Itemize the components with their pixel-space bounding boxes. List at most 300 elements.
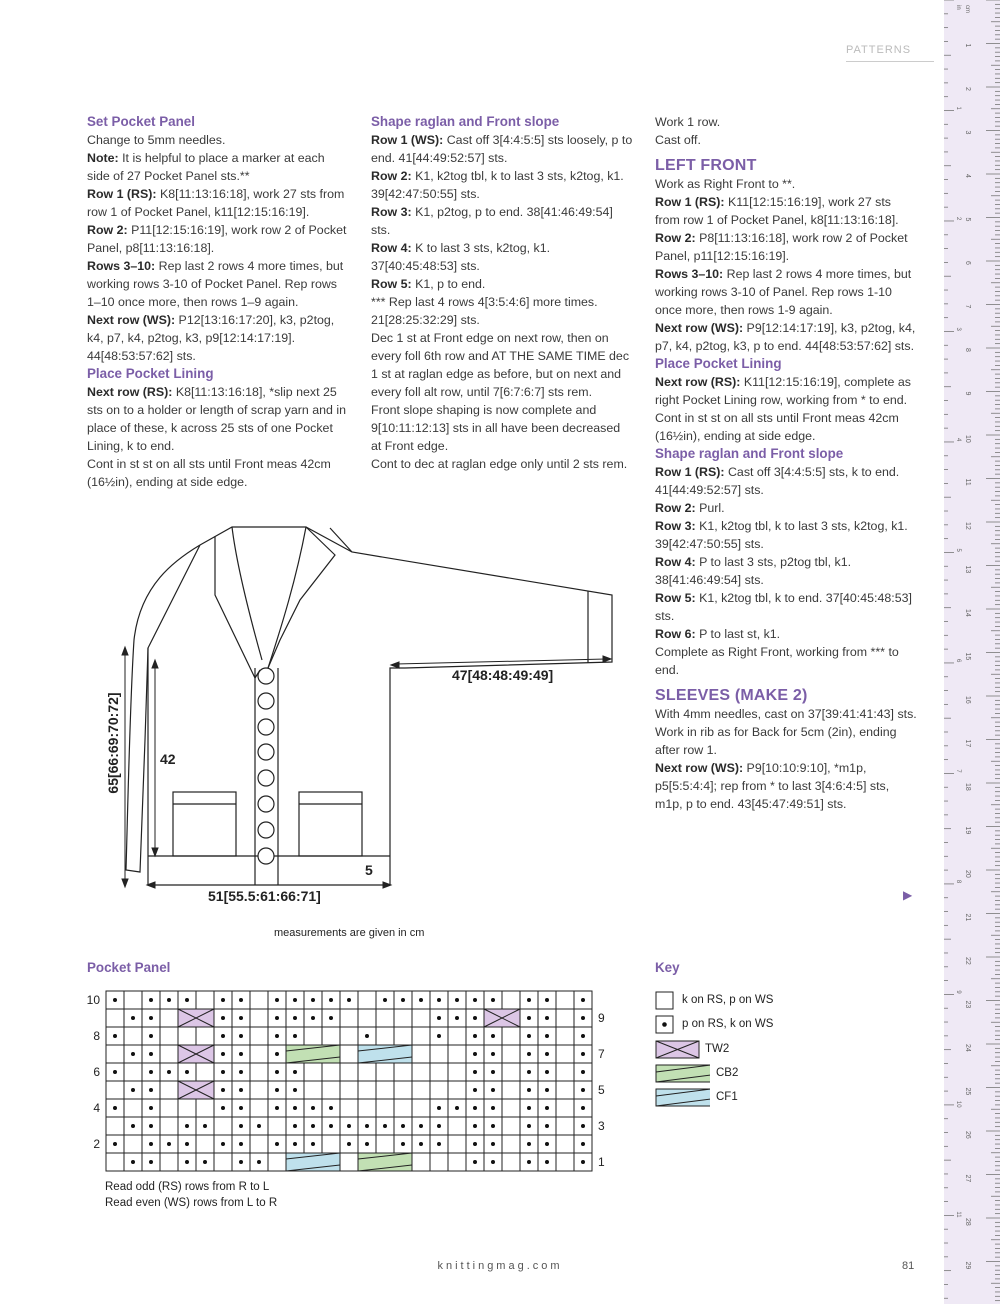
text: Cast off 3[4:4:5:5] sts loosely, p to end. 41[44:49:52:57] sts. xyxy=(371,133,633,165)
purl-dot xyxy=(473,1034,477,1038)
paragraph: *** Rep last 4 rows 4[3:5:4:6] more times. 21[28:25:32:29] sts. xyxy=(371,295,598,327)
paragraph: Front slope shaping is now complete and 9[10:11:12:13] sts in all have been decreased at Front edge. xyxy=(371,403,621,453)
collar-shawl-2 xyxy=(268,527,306,668)
purl-dot xyxy=(527,1124,531,1128)
chart-cell xyxy=(322,1081,340,1099)
paragraph xyxy=(655,463,917,499)
body-outline xyxy=(148,528,612,885)
purl-dot xyxy=(527,998,531,1002)
label: Next row (RS): xyxy=(87,385,173,399)
body-measurement: 42 xyxy=(160,751,176,767)
chart-cell xyxy=(124,1063,142,1081)
purl-dot xyxy=(239,1088,243,1092)
purl-dot xyxy=(311,998,315,1002)
purl-dot xyxy=(491,1142,495,1146)
purl-dot xyxy=(383,1124,387,1128)
purl-dot xyxy=(437,1106,441,1110)
purl-dot xyxy=(149,1070,153,1074)
label: Row 4: xyxy=(371,241,412,255)
chart-cell xyxy=(340,1063,358,1081)
chart-cell xyxy=(430,1153,448,1171)
chart-cell xyxy=(304,1063,322,1081)
text: P12[13:16:17:20], k3, p2tog, k4, p7, k4, p2tog, k3, p9[12:14:17:19]. 44[48:53:57:62] sts. xyxy=(87,313,335,363)
chart-cell xyxy=(160,1117,178,1135)
chart-cell xyxy=(340,1045,358,1063)
purl-dot xyxy=(473,1106,477,1110)
paragraph xyxy=(655,553,917,589)
ruler-inch-number: 4 xyxy=(955,437,961,442)
purl-dot xyxy=(311,1124,315,1128)
chart-note-odd: Read odd (RS) rows from R to L xyxy=(105,1181,270,1193)
text: P to last st, k1. xyxy=(695,627,781,641)
ruler-cm-number: 3 xyxy=(964,130,971,135)
chart-cell xyxy=(502,1081,520,1099)
pocket-right xyxy=(299,792,362,856)
chart-cell xyxy=(250,1081,268,1099)
paragraph xyxy=(655,319,917,355)
ruler-inch-number: 5 xyxy=(955,548,961,552)
text: It is helpful to place a marker at each side of 27 Pocket Panel sts.** xyxy=(87,151,325,183)
button xyxy=(258,719,274,735)
purl-dot xyxy=(131,1088,135,1092)
chart-cell xyxy=(394,1099,412,1117)
chart-cell xyxy=(106,1009,124,1027)
paragraph xyxy=(87,257,349,311)
chart-cell xyxy=(268,1117,286,1135)
purl-dot xyxy=(293,1034,297,1038)
heading-shape-raglan: Shape raglan and Front slope xyxy=(655,446,844,461)
purl-dot xyxy=(473,1124,477,1128)
key-title: Key xyxy=(655,960,680,975)
chart-cell xyxy=(340,1153,358,1171)
chart-cell xyxy=(250,1135,268,1153)
chart-cell xyxy=(340,1009,358,1027)
chart-row-number: 2 xyxy=(93,1137,100,1151)
label: Row 2: xyxy=(371,169,412,183)
purl-dot xyxy=(311,1106,315,1110)
purl-dot xyxy=(473,1142,477,1146)
label: Rows 3–10: xyxy=(87,259,156,273)
paragraph: Change to 5mm needles. xyxy=(87,133,226,147)
purl-dot xyxy=(131,1160,135,1164)
chart-cell xyxy=(556,1063,574,1081)
purl-dot xyxy=(545,1088,549,1092)
purl-dot xyxy=(527,1052,531,1056)
ruler-unit-label: in xyxy=(955,5,961,10)
purl-dot xyxy=(239,1052,243,1056)
purl-dot xyxy=(527,1016,531,1020)
pocket-left xyxy=(173,792,236,856)
purl-dot xyxy=(293,1088,297,1092)
chart-cell xyxy=(556,991,574,1009)
ruler-cm-number: 12 xyxy=(964,522,971,530)
purl-dot xyxy=(329,1124,333,1128)
purl-dot xyxy=(581,1124,585,1128)
label: Row 1 (RS): xyxy=(87,187,157,201)
purl-dot xyxy=(131,1016,135,1020)
chart-cell xyxy=(196,1027,214,1045)
paragraph xyxy=(655,499,917,517)
ruler-ticks xyxy=(944,0,1000,1304)
chart-cell xyxy=(304,1081,322,1099)
paragraph xyxy=(87,221,349,257)
paragraph xyxy=(371,167,633,203)
text: K1, p2tog, p to end. 38[41:46:49:54] sts. xyxy=(371,205,613,237)
button xyxy=(258,668,274,684)
purl-dot xyxy=(545,998,549,1002)
label: Row 5: xyxy=(371,277,412,291)
label: Row 1 (RS): xyxy=(655,195,725,209)
purl-dot xyxy=(275,1034,279,1038)
purl-dot xyxy=(455,998,459,1002)
purl-dot xyxy=(149,1052,153,1056)
label: Row 1 (RS): xyxy=(655,465,725,479)
purl-dot xyxy=(383,998,387,1002)
chart-cell xyxy=(412,1081,430,1099)
text: Cast off 3[4:4:5:5] sts, k to end. 41[44:49:52:57] sts. xyxy=(655,465,900,497)
column-3 xyxy=(655,113,917,813)
ruler-cm-number: 8 xyxy=(964,348,971,352)
paragraph xyxy=(655,193,917,229)
ruler-inch-number: 10 xyxy=(955,1100,961,1108)
column-1 xyxy=(87,113,349,491)
purl-dot xyxy=(275,1088,279,1092)
paragraph xyxy=(655,517,917,553)
purl-dot xyxy=(491,998,495,1002)
purl-dot xyxy=(491,1070,495,1074)
ruler-cm-number: 24 xyxy=(964,1044,971,1052)
ruler-inch-number: 1 xyxy=(955,106,961,110)
chart-cell xyxy=(556,1045,574,1063)
purl-dot xyxy=(149,1124,153,1128)
page-number: 81 xyxy=(902,1260,915,1272)
chart-cell xyxy=(556,1099,574,1117)
purl-dot xyxy=(491,1088,495,1092)
purl-dot xyxy=(473,1052,477,1056)
chart-cell xyxy=(394,1027,412,1045)
purl-dot xyxy=(365,1142,369,1146)
purl-dot xyxy=(239,1070,243,1074)
chart-cell xyxy=(502,1045,520,1063)
chart-cell xyxy=(124,1027,142,1045)
purl-dot xyxy=(311,1016,315,1020)
purl-dot xyxy=(149,1034,153,1038)
purl-dot xyxy=(185,1124,189,1128)
purl-dot xyxy=(545,1070,549,1074)
chart-cell xyxy=(502,991,520,1009)
purl-dot xyxy=(581,1160,585,1164)
chart-cell xyxy=(556,1027,574,1045)
purl-dot xyxy=(221,1070,225,1074)
chart-cell xyxy=(448,1027,466,1045)
chart-cell xyxy=(556,1135,574,1153)
pocket-panel-chart xyxy=(80,985,620,1185)
button xyxy=(258,848,274,864)
chart-cell xyxy=(358,991,376,1009)
measuring-ruler xyxy=(944,0,1000,1304)
paragraph xyxy=(655,589,917,625)
purl-dot xyxy=(473,1016,477,1020)
ruler-inch-number: 9 xyxy=(955,990,961,994)
paragraph: Work 1 row. xyxy=(655,115,721,129)
label: Row 3: xyxy=(655,519,696,533)
rib-measurement: 5 xyxy=(365,862,373,878)
chart-cell xyxy=(448,1117,466,1135)
chart-cell xyxy=(502,1153,520,1171)
purl-dot xyxy=(455,1016,459,1020)
purl-dot xyxy=(293,998,297,1002)
column-2 xyxy=(371,113,633,473)
purl-dot xyxy=(221,998,225,1002)
chart-cell xyxy=(124,991,142,1009)
key-label: CB2 xyxy=(716,1067,739,1079)
chart-cell xyxy=(376,1027,394,1045)
chart-cell xyxy=(340,1099,358,1117)
ruler-unit-label: cm xyxy=(964,5,970,13)
chart-cell xyxy=(214,1153,232,1171)
purl-dot xyxy=(527,1070,531,1074)
purl-dot xyxy=(347,1142,351,1146)
purl-dot xyxy=(329,1106,333,1110)
ruler-cm-number: 4 xyxy=(964,174,971,178)
purl-dot xyxy=(365,1034,369,1038)
purl-dot xyxy=(131,1052,135,1056)
purl-dot xyxy=(329,998,333,1002)
button xyxy=(258,796,274,812)
paragraph xyxy=(655,373,917,409)
chart-cell xyxy=(394,1081,412,1099)
chart-cell xyxy=(250,1099,268,1117)
ruler-cm-number: 22 xyxy=(964,957,971,965)
ruler-cm-number: 1 xyxy=(964,43,971,48)
ruler-cm-number: 17 xyxy=(964,739,971,748)
ruler-cm-number: 19 xyxy=(964,826,971,835)
key-purl-dot xyxy=(662,1022,667,1027)
key-knit-swatch xyxy=(656,992,673,1009)
footer-site: knittingmag.com xyxy=(437,1260,563,1272)
chart-cell xyxy=(394,1009,412,1027)
continue-arrow-icon: ▶ xyxy=(903,888,913,902)
text: P9[10:10:9:10], *m1p, p5[5:5:4:4]; rep from * to last 3[4:6:4:5] sts, m1p, p to end. 43[45:47:49:51] sts. xyxy=(655,761,890,811)
purl-dot xyxy=(437,1142,441,1146)
ruler-inch-number: 11 xyxy=(955,1211,961,1218)
purl-dot xyxy=(473,998,477,1002)
purl-dot xyxy=(419,1142,423,1146)
purl-dot xyxy=(293,1106,297,1110)
label: Row 4: xyxy=(655,555,696,569)
chart-cell xyxy=(268,1153,286,1171)
paragraph xyxy=(655,625,917,643)
key-label: CF1 xyxy=(716,1091,738,1103)
chart-cell xyxy=(448,1135,466,1153)
purl-dot xyxy=(167,1070,171,1074)
purl-dot xyxy=(293,1124,297,1128)
purl-dot xyxy=(221,1034,225,1038)
chart-cell xyxy=(412,1099,430,1117)
chart-title: Pocket Panel xyxy=(87,960,171,975)
paragraph xyxy=(87,311,349,365)
ruler-cm-number: 18 xyxy=(964,783,971,791)
purl-dot xyxy=(149,1016,153,1020)
paragraph xyxy=(87,383,349,455)
ruler-cm-number: 16 xyxy=(964,696,971,704)
purl-dot xyxy=(275,1142,279,1146)
chart-cell xyxy=(196,1099,214,1117)
purl-dot xyxy=(527,1160,531,1164)
collar-outline xyxy=(200,527,352,552)
label: Row 3: xyxy=(371,205,412,219)
paragraph: Work in rib as for Back for 5cm (2in), ending after row 1. xyxy=(655,725,897,757)
label: Note: xyxy=(87,151,119,165)
chart-cell xyxy=(106,1045,124,1063)
purl-dot xyxy=(275,1106,279,1110)
chart-cell xyxy=(556,1153,574,1171)
text: K1, k2tog tbl, k to end. 37[40:45:48:53] sts. xyxy=(655,591,912,623)
purl-dot xyxy=(167,1142,171,1146)
purl-dot xyxy=(113,1106,117,1110)
key-label: p on RS, k on WS xyxy=(682,1018,774,1030)
diagram-caption: measurements are given in cm xyxy=(274,927,425,939)
label: Row 1 (WS): xyxy=(371,133,444,147)
chart-row-number: 8 xyxy=(93,1029,100,1043)
purl-dot xyxy=(221,1052,225,1056)
chart-cell xyxy=(340,1027,358,1045)
label: Row 5: xyxy=(655,591,696,605)
purl-dot xyxy=(527,1106,531,1110)
chart-cell xyxy=(556,1117,574,1135)
chart-cell xyxy=(502,1135,520,1153)
heading-set-pocket-panel: Set Pocket Panel xyxy=(87,114,195,129)
purl-dot xyxy=(239,998,243,1002)
chart-cell xyxy=(376,1099,394,1117)
paragraph: Cast off. xyxy=(655,133,701,147)
purl-dot xyxy=(419,1124,423,1128)
purl-dot xyxy=(491,1106,495,1110)
ruler-cm-number: 11 xyxy=(964,478,971,486)
paragraph: Cont in st st on all sts until Front meas 42cm (16½in), ending at side edge. xyxy=(87,457,331,489)
purl-dot xyxy=(293,1070,297,1074)
heading-place-pocket-lining: Place Pocket Lining xyxy=(87,366,214,381)
purl-dot xyxy=(365,1124,369,1128)
purl-dot xyxy=(401,998,405,1002)
paragraph: Dec 1 st at Front edge on next row, then on every foll 6th row and AT THE SAME TIME dec 1 st at raglan edge as before, but on next and every foll alt row, until 7[6:7:6:7] sts rem. xyxy=(371,331,630,399)
label: Row 2: xyxy=(655,501,696,515)
purl-dot xyxy=(437,1124,441,1128)
purl-dot xyxy=(239,1160,243,1164)
purl-dot xyxy=(347,998,351,1002)
ruler-cm-number: 23 xyxy=(964,1000,971,1009)
header-rule xyxy=(846,61,934,62)
ruler-cm-number: 25 xyxy=(964,1087,971,1096)
purl-dot xyxy=(149,1088,153,1092)
purl-dot xyxy=(437,1016,441,1020)
purl-dot xyxy=(545,1160,549,1164)
button xyxy=(258,693,274,709)
purl-dot xyxy=(203,1124,207,1128)
purl-dot xyxy=(239,1124,243,1128)
purl-dot xyxy=(545,1142,549,1146)
chart-cell xyxy=(412,1045,430,1063)
ruler-cm-number: 7 xyxy=(964,304,971,309)
chart-row-number: 6 xyxy=(93,1065,100,1079)
text: P9[12:14:17:19], k3, p2tog, k4, p7, k4, p2tog, k3, p to end. 44[48:53:57:62] sts. xyxy=(655,321,916,353)
paragraph: Cont to dec at raglan edge only until 2 sts rem. xyxy=(371,457,628,471)
paragraph: With 4mm needles, cast on 37[39:41:41:43] sts. xyxy=(655,707,917,721)
purl-dot xyxy=(527,1142,531,1146)
chart-cell xyxy=(412,1009,430,1027)
purl-dot xyxy=(275,998,279,1002)
sleeve-measurement: 47[48:48:49:49] xyxy=(452,667,554,683)
purl-dot xyxy=(401,1124,405,1128)
chart-cell xyxy=(196,991,214,1009)
button xyxy=(258,744,274,760)
text: Rep last 2 rows 4 more times, but working rows 3-10 of Panel. Rep rows 1-10 once more, then rows 1-9 again. xyxy=(655,267,912,317)
chart-cell xyxy=(376,1081,394,1099)
text: P11[12:15:16:19], work row 2 of Pocket Panel, p8[11:13:16:18]. xyxy=(87,223,347,255)
purl-dot xyxy=(149,998,153,1002)
section-label: PATTERNS xyxy=(846,44,912,56)
purl-dot xyxy=(311,1142,315,1146)
ruler-cm-number: 28 xyxy=(964,1218,971,1226)
purl-dot xyxy=(149,1142,153,1146)
chart-cell xyxy=(250,1027,268,1045)
key-cf1-swatch xyxy=(656,1089,710,1106)
purl-dot xyxy=(239,1034,243,1038)
purl-dot xyxy=(545,1124,549,1128)
paragraph xyxy=(655,759,917,813)
height-measurement: 65[66:69:70:72] xyxy=(105,692,121,794)
purl-dot xyxy=(239,1142,243,1146)
chart-row-number: 5 xyxy=(598,1083,605,1097)
purl-dot xyxy=(149,1160,153,1164)
purl-dot xyxy=(545,1016,549,1020)
purl-dot xyxy=(113,1034,117,1038)
chart-cell xyxy=(502,1063,520,1081)
ruler-cm-number: 9 xyxy=(964,391,971,396)
purl-dot xyxy=(581,1070,585,1074)
purl-dot xyxy=(257,1160,261,1164)
purl-dot xyxy=(437,998,441,1002)
purl-dot xyxy=(239,1106,243,1110)
label: Row 2: xyxy=(655,231,696,245)
purl-dot xyxy=(527,1034,531,1038)
chart-row-number: 1 xyxy=(598,1155,605,1169)
chart-cell xyxy=(322,1027,340,1045)
purl-dot xyxy=(491,1160,495,1164)
ruler-cm-number: 20 xyxy=(964,870,971,878)
text: K8[11:13:16:18], work 27 sts from row 1 of Pocket Panel, k11[12:15:16:19]. xyxy=(87,187,345,219)
chart-cell xyxy=(502,1117,520,1135)
purl-dot xyxy=(221,1142,225,1146)
chart-note-even: Read even (WS) rows from L to R xyxy=(105,1197,278,1209)
purl-dot xyxy=(581,1052,585,1056)
text: P to last 3 sts, p2tog tbl, k1. 38[41:46:49:54] sts. xyxy=(655,555,852,587)
text: P8[11:13:16:18], work row 2 of Pocket Panel, p11[12:15:16:19]. xyxy=(655,231,908,263)
purl-dot xyxy=(491,1052,495,1056)
purl-dot xyxy=(185,998,189,1002)
chart-cell xyxy=(340,1081,358,1099)
paragraph xyxy=(655,265,917,319)
purl-dot xyxy=(455,1106,459,1110)
chart-cell xyxy=(250,1045,268,1063)
label: Next row (WS): xyxy=(655,761,744,775)
purl-dot xyxy=(131,1124,135,1128)
chart-cell xyxy=(196,1063,214,1081)
purl-dot xyxy=(185,1142,189,1146)
label: Rows 3–10: xyxy=(655,267,724,281)
label: Next row (WS): xyxy=(655,321,744,335)
paragraph xyxy=(87,149,349,185)
